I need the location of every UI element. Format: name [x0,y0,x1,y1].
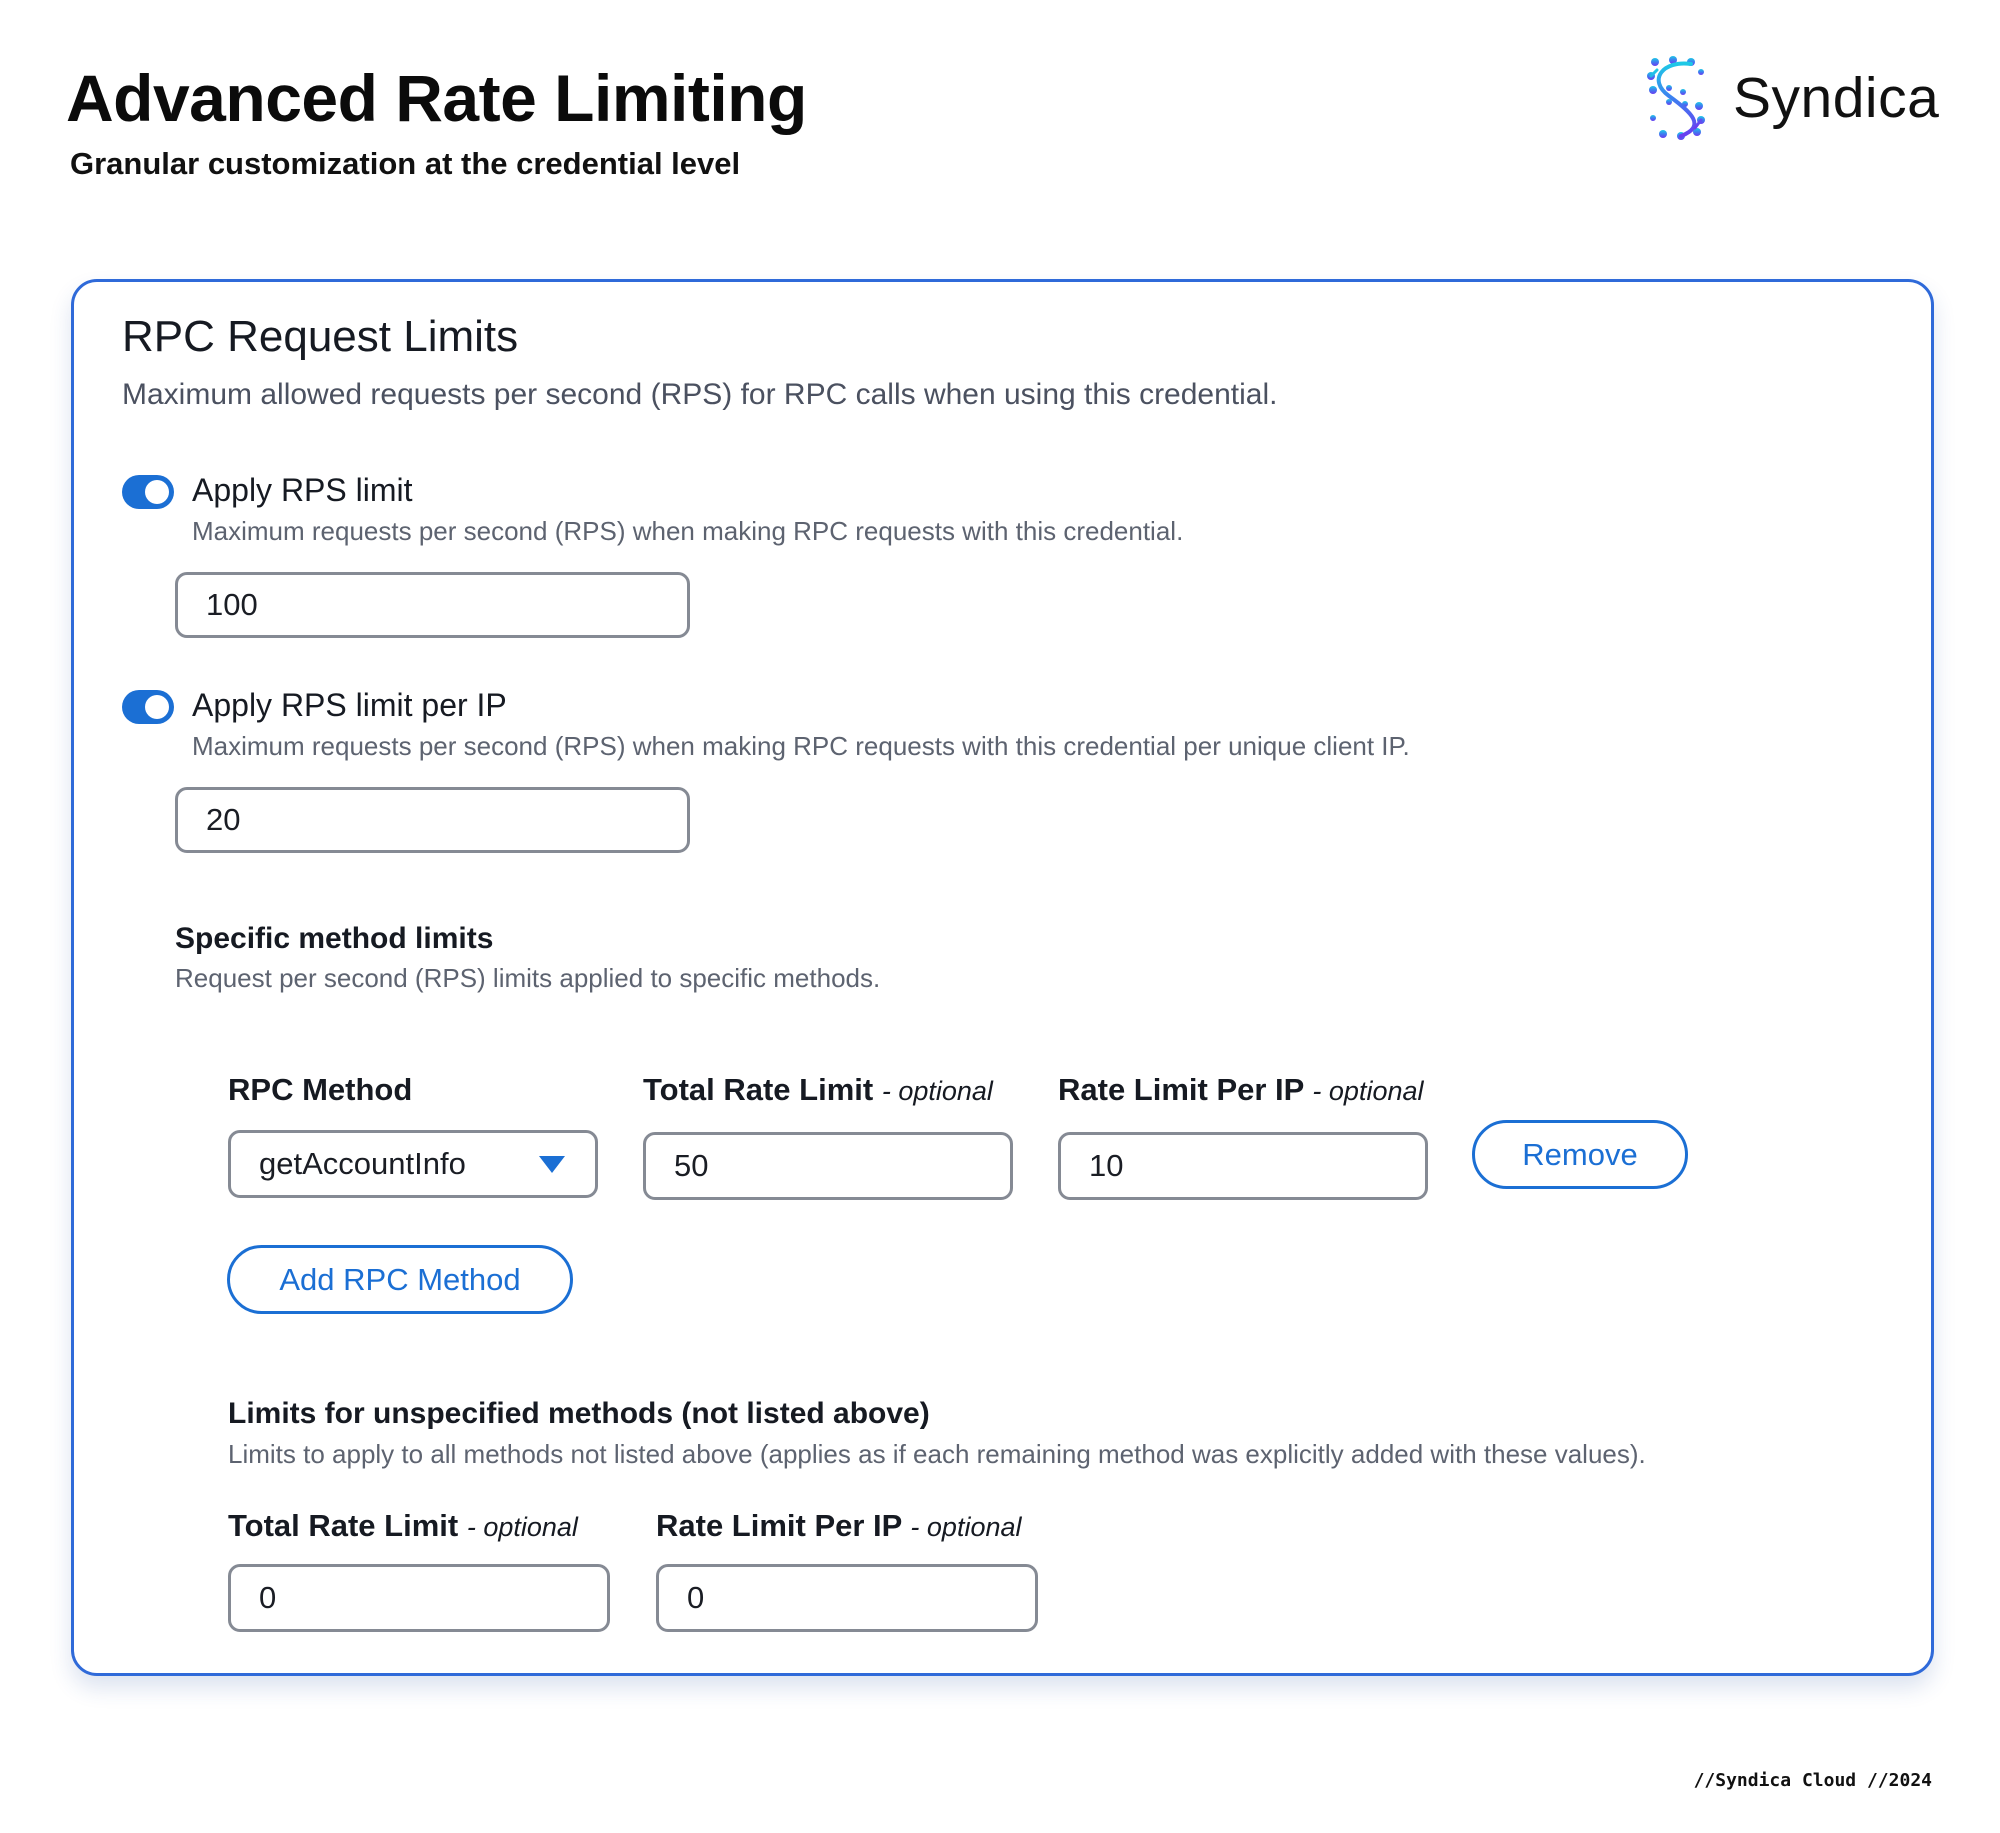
unspecified-rate-limit-per-ip-input[interactable]: 0 [656,1564,1038,1632]
total-rate-limit-column-label [643,1072,993,1108]
footer-credit: //Syndica Cloud //2024 [1693,1770,1932,1791]
specific-method-limits-heading: Specific method limits [175,922,494,955]
apply-rps-limit-toggle[interactable] [122,475,174,509]
apply-rps-limit-per-ip-label: Apply RPS limit per IP [192,687,507,723]
optional-hint: - optional [466,1512,578,1542]
optional-hint: - optional [1312,1076,1424,1106]
apply-rps-limit-per-ip-toggle[interactable] [122,690,174,724]
rpc-method-column-label [228,1072,412,1108]
unspecified-methods-heading: Limits for unspecified methods (not listed above) [228,1397,930,1430]
unspecified-total-rate-limit-input[interactable]: 0 [228,1564,610,1632]
rpc-method-select[interactable] [228,1130,598,1198]
method-rate-limit-per-ip-input[interactable]: 10 [1058,1132,1428,1200]
apply-rps-limit-per-ip-help: Maximum requests per second (RPS) when making RPC requests with this credential per unique client IP. [192,731,1410,761]
rpc-method-label-text: RPC Method [228,1072,413,1107]
toggle-knob [145,480,169,504]
unspecified-rate-limit-per-ip-label [656,1508,1022,1544]
total-rate-limit-label-text: Total Rate Limit [228,1508,459,1543]
unspecified-methods-help: Limits to apply to all methods not listed above (applies as if each remaining method was explicitly added with these values). [228,1439,1646,1469]
syndica-logo-icon [1643,56,1711,140]
method-total-rate-limit-input[interactable]: 50 [643,1132,1013,1200]
page-title: Advanced Rate Limiting [66,61,807,135]
add-rpc-method-button[interactable]: Add RPC Method [227,1245,573,1314]
apply-rps-limit-label: Apply RPS limit [192,472,413,508]
card-title: RPC Request Limits [122,312,519,361]
specific-method-limits-help: Request per second (RPS) limits applied to specific methods. [175,963,881,993]
dropdown-caret-icon [539,1156,565,1173]
logo-wordmark: Syndica [1733,66,1940,130]
rpc-method-selected-value: getAccountInfo [259,1146,466,1181]
rate-limit-per-ip-column-label [1058,1072,1424,1108]
rps-limit-input[interactable]: 100 [175,572,690,638]
toggle-knob [145,695,169,719]
rate-limit-per-ip-label-text: Rate Limit Per IP [656,1508,902,1543]
unspecified-total-rate-limit-label [228,1508,578,1544]
total-rate-limit-label-text: Total Rate Limit [643,1072,874,1107]
remove-method-button[interactable]: Remove [1472,1120,1688,1189]
apply-rps-limit-help: Maximum requests per second (RPS) when making RPC requests with this credential. [192,516,1184,546]
card-description: Maximum allowed requests per second (RPS) for RPC calls when using this credential. [122,378,1278,411]
syndica-logo [1643,56,1939,140]
page-subtitle: Granular customization at the credential level [70,146,741,181]
optional-hint: - optional [910,1512,1022,1542]
rps-limit-per-ip-input[interactable]: 20 [175,787,690,853]
optional-hint: - optional [881,1076,993,1106]
rate-limit-per-ip-label-text: Rate Limit Per IP [1058,1072,1304,1107]
